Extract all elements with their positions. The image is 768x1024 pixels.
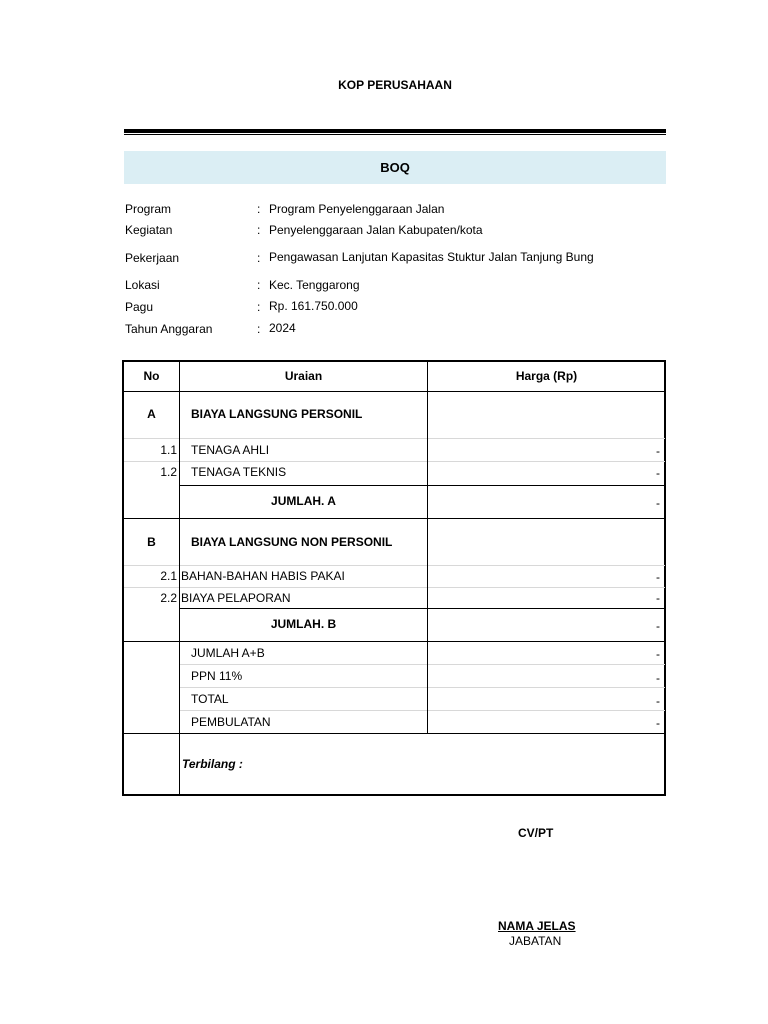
info-colon: : <box>257 278 261 292</box>
info-label-kegiatan: Kegiatan <box>125 223 173 237</box>
grid-line <box>124 641 665 642</box>
summary-value: - <box>656 716 660 730</box>
signer-name: NAMA JELAS <box>498 919 576 933</box>
row-no: 2.2 <box>160 591 177 605</box>
info-colon: : <box>257 202 261 216</box>
info-value-lokasi: Kec. Tenggarong <box>269 278 360 292</box>
grid-line <box>124 438 665 439</box>
row-uraian: TENAGA AHLI <box>191 443 270 457</box>
row-uraian: BAHAN-BAHAN HABIS PAKAI <box>181 569 345 583</box>
summary-label: JUMLAH A+B <box>191 646 265 660</box>
summary-label: PEMBULATAN <box>191 715 271 729</box>
info-value-kegiatan: Penyelenggaraan Jalan Kabupaten/kota <box>269 223 483 237</box>
grid-line <box>124 518 665 519</box>
info-value-program: Program Penyelenggaraan Jalan <box>269 202 445 216</box>
column-header-uraian: Uraian <box>284 369 323 383</box>
terbilang-label: Terbilang : <box>182 757 243 771</box>
signer-position: JABATAN <box>509 934 562 948</box>
info-colon: : <box>257 300 261 314</box>
info-label-tahun-anggaran: Tahun Anggaran <box>125 322 213 336</box>
summary-value: - <box>656 694 660 708</box>
letterhead-placeholder: KOP PERUSAHAAN <box>338 78 452 92</box>
row-harga: - <box>656 444 660 458</box>
row-no: 1.1 <box>160 443 177 457</box>
info-value-pekerjaan: Pengawasan Lanjutan Kapasitas Stuktur Jalan Tanjung Bung <box>269 250 594 264</box>
column-header-harga: Harga (Rp) <box>515 369 578 383</box>
section-a-title: BIAYA LANGSUNG PERSONIL <box>191 407 363 421</box>
info-label-program: Program <box>125 202 172 216</box>
summary-label: TOTAL <box>191 692 229 706</box>
grid-line <box>124 733 665 734</box>
summary-label: PPN 11% <box>191 669 243 683</box>
section-a-no: A <box>147 407 156 421</box>
grid-line <box>179 664 665 665</box>
section-b-no: B <box>147 535 156 549</box>
info-label-pagu: Pagu <box>125 300 154 314</box>
column-header-no: No <box>143 369 160 383</box>
row-harga: - <box>656 466 660 480</box>
summary-value: - <box>656 647 660 661</box>
subtotal-a-label: JUMLAH. A <box>271 494 336 508</box>
info-colon: : <box>257 251 261 265</box>
info-label-lokasi: Lokasi <box>125 278 160 292</box>
info-value-pagu: Rp. 161.750.000 <box>269 299 358 313</box>
grid-line <box>124 391 665 392</box>
subtotal-b-label: JUMLAH. B <box>270 617 337 631</box>
grid-line <box>179 687 665 688</box>
section-b-title: BIAYA LANGSUNG NON PERSONIL <box>191 535 393 549</box>
grid-line <box>179 485 665 486</box>
grid-line <box>124 461 665 462</box>
grid-line <box>179 608 665 609</box>
row-uraian: BIAYA PELAPORAN <box>181 591 291 605</box>
boq-title: BOQ <box>380 160 410 175</box>
info-value-tahun-anggaran: 2024 <box>269 321 296 335</box>
grid-line <box>124 565 665 566</box>
row-no: 1.2 <box>160 465 177 479</box>
row-harga: - <box>656 570 660 584</box>
info-label-pekerjaan: Pekerjaan <box>125 251 180 265</box>
row-no: 2.1 <box>160 569 177 583</box>
row-harga: - <box>656 591 660 605</box>
subtotal-a-value: - <box>656 496 660 510</box>
grid-line <box>179 710 665 711</box>
grid-line <box>124 587 665 588</box>
row-uraian: TENAGA TEKNIS <box>191 465 287 479</box>
info-colon: : <box>257 223 261 237</box>
signer-company: CV/PT <box>518 826 554 840</box>
subtotal-b-value: - <box>656 619 660 633</box>
info-colon: : <box>257 322 261 336</box>
summary-value: - <box>656 671 660 685</box>
grid-line <box>179 362 180 794</box>
